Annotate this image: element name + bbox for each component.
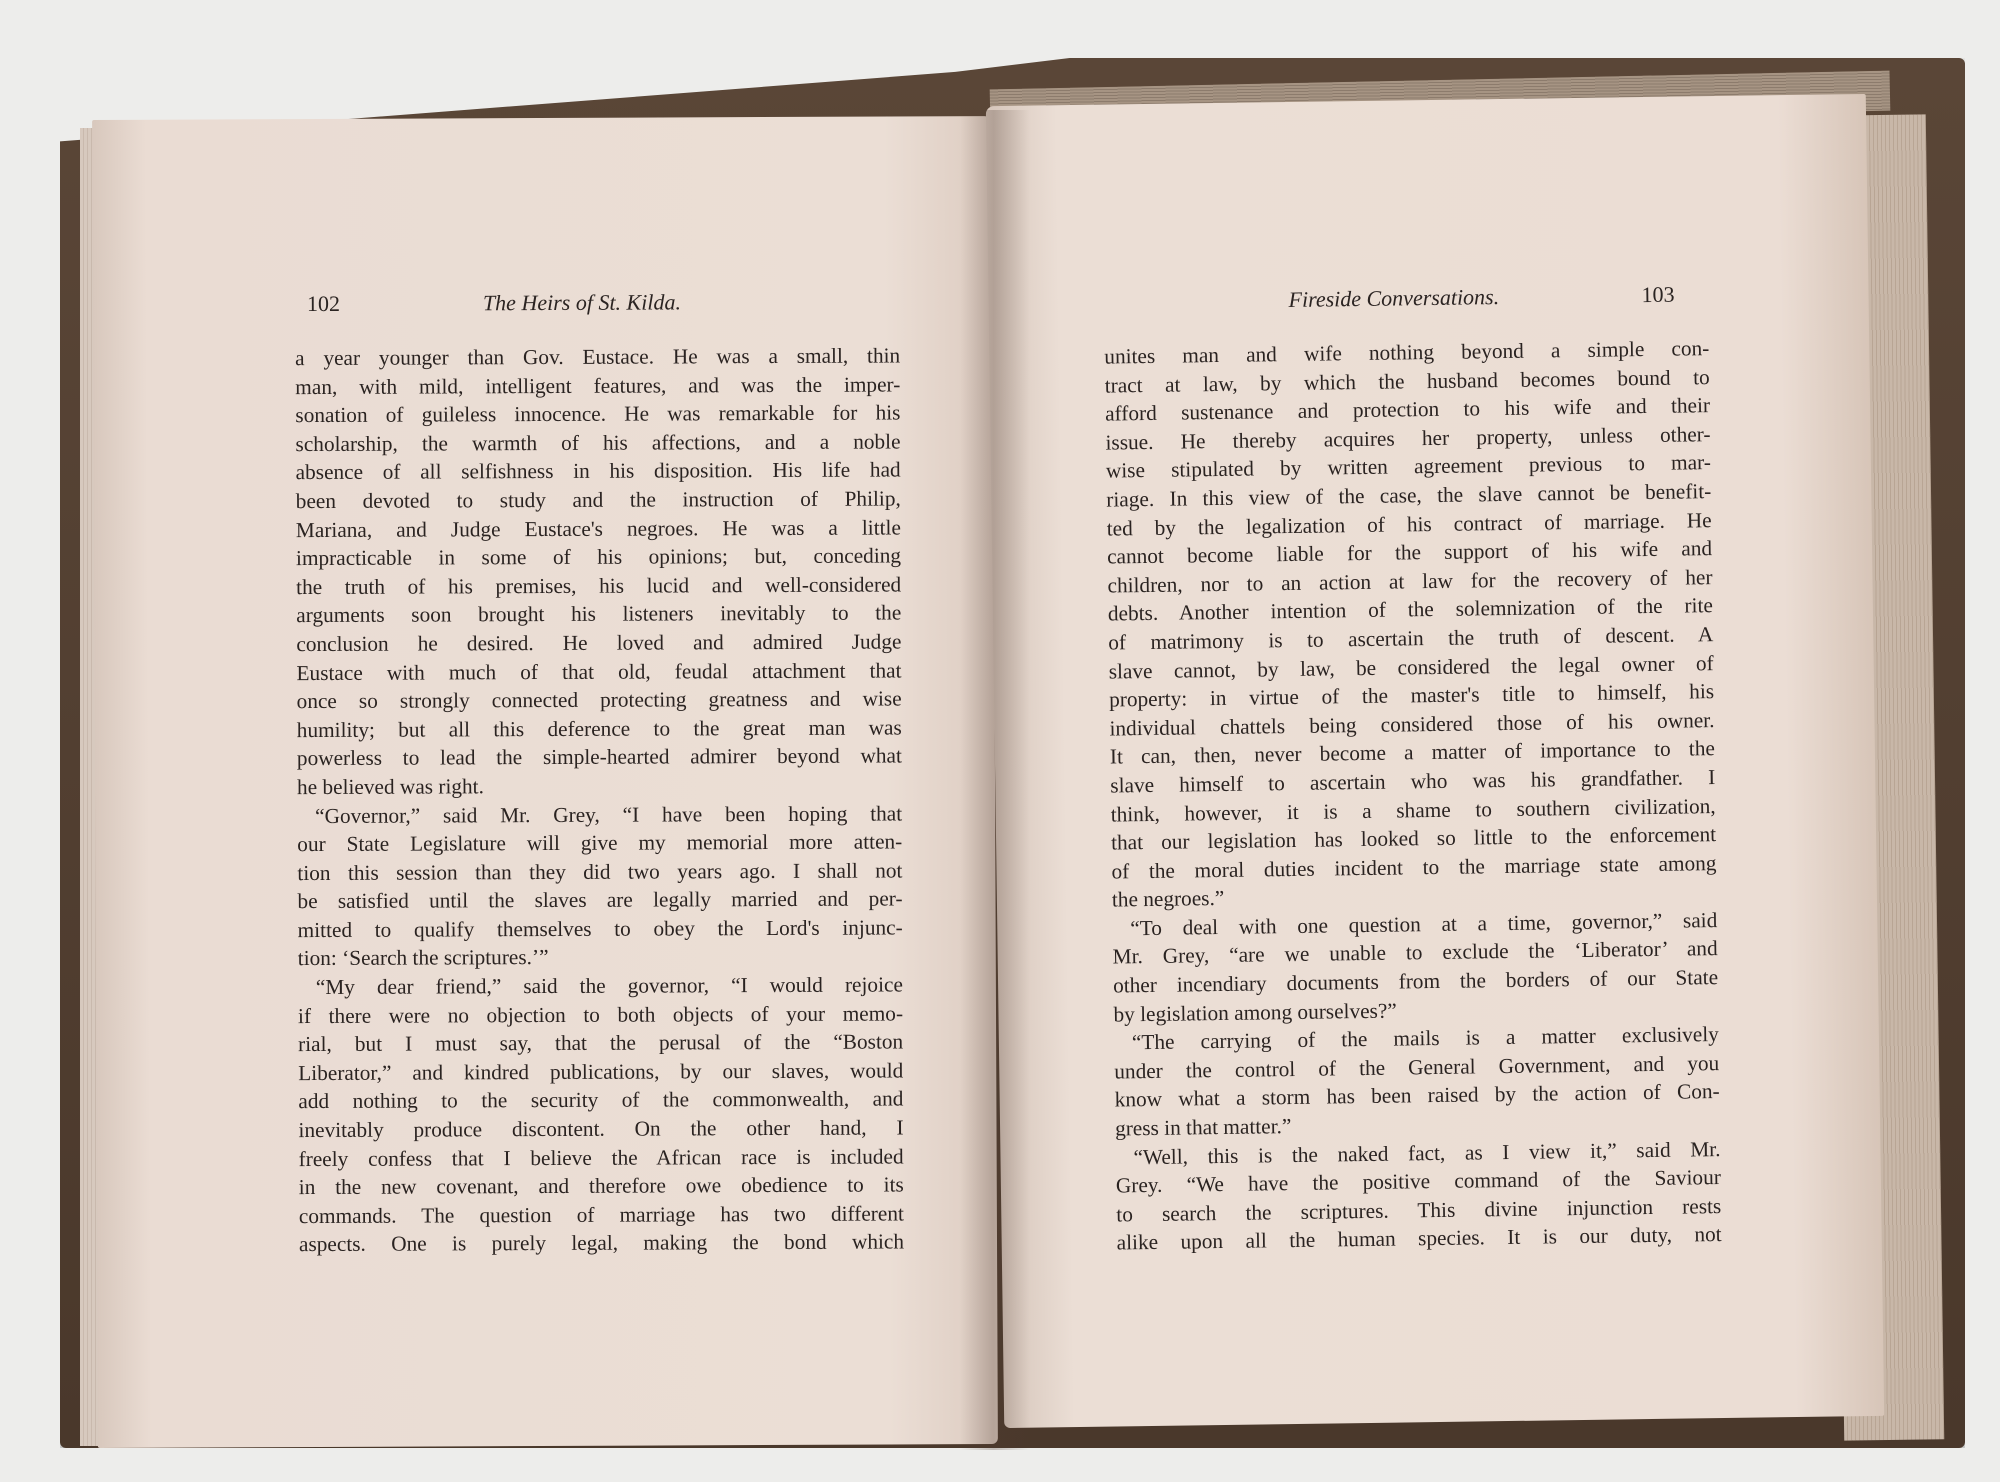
text-line: tract at law, by which the husband becomes bound to [1104,364,1710,398]
text-line: individual chattels being considered those of his owner. [1109,707,1715,741]
text-line: scholarship, the warmth of his affections, and a noble [295,429,901,456]
text-line: absence of all selfishness in his disposition. His life had [295,457,901,485]
right-body-text [1104,334,1722,1257]
text-line: “To deal with one question at a time, governor,” said [1130,907,1718,941]
page-number-left: 102 [306,290,340,317]
text-line: property: in virtue of the master's title to himself, his [1108,679,1715,712]
text-line: debts. Another intention of the solemnization of the rite [1107,593,1714,626]
text-line: our State Legislature will give my memorial more atten- [297,829,903,857]
text-line: conclusion he desired. He loved and admired Judge [296,629,902,657]
text-line: Mariana, and Judge Eustace's negroes. He was a little [295,515,901,542]
text-line: “My dear friend,” said the governor, “I would rejoice [315,972,903,1000]
text-line: of the moral duties incident to the marriage state among [1111,850,1717,884]
text-line: the negroes.” [1111,886,1225,912]
text-line: if there were no objection to both objects of your memo- [297,1001,904,1028]
text-line: to search the scriptures. This divine injunction rests [1116,1193,1722,1227]
text-line: other incendiary documents from the borders of our State [1112,965,1719,998]
book-gutter-shadow [960,110,1030,1450]
text-line: Eustace with much of that old, feudal attachment that [296,657,902,685]
text-line: Grey. “We have the positive command of the Saviour [1115,1165,1722,1198]
running-title-left: The Heirs of St. Kilda. [482,289,681,316]
text-line: It can, then, never become a matter of importance to the [1109,736,1716,769]
running-title-right: Fireside Conversations. [1288,284,1500,312]
text-line: add nothing to the security of the commonwealth, and [298,1086,904,1114]
text-line: be satisfied until the slaves are legally married and per- [297,886,903,914]
text-line: slave himself to ascertain who was his grandfather. I [1110,764,1716,798]
text-line: ted by the legalization of his contract of marriage. He [1106,507,1712,541]
left-running-head [93,288,993,317]
text-line: under the control of the General Government, and you [1114,1050,1720,1084]
page-number-right: 103 [1641,281,1675,308]
text-line: in the new covenant, and therefore owe obedience to its [298,1172,904,1200]
text-line: a year younger than Gov. Eustace. He was a small, thin [295,343,901,371]
text-line: freely confess that I believe the African race is included [298,1144,904,1171]
text-line: cannot become liable for the support of his wife and [1106,536,1713,569]
text-line: afford sustenance and protection to his wife and their [1104,393,1711,426]
text-line: alike upon all the human species. It is our duty, not [1116,1222,1722,1255]
left-page [92,116,998,1448]
text-line: humility; but all this deference to the great man was [296,715,902,742]
text-line: powerless to lead the simple-hearted admirer beyond what [296,743,902,771]
text-line: wise stipulated by written agreement previous to mar- [1105,450,1712,483]
text-line: by legislation among ourselves?” [1113,998,1397,1027]
text-line: issue. He thereby acquires her property, unless other- [1105,421,1711,455]
right-running-head [988,279,1868,312]
text-line: arguments soon brought his listeners inevitably to the [296,600,902,628]
text-line: the truth of his premises, his lucid and well-considered [296,572,902,599]
text-line: of matrimony is to ascertain the truth of descent. A [1108,622,1714,655]
text-line: slave cannot, by law, be considered the legal owner of [1108,650,1714,684]
text-line: tion this session than they did two years ago. I shall not [297,858,903,885]
text-line: sonation of guileless innocence. He was remarkable for his [295,400,901,428]
text-line: rial, but I must say, that the perusal of the “Boston [298,1029,904,1057]
text-line: tion: ‘Search the scriptures.’” [297,945,549,971]
text-line: that our legislation has looked so little to the enforcement [1110,822,1717,855]
text-line: been devoted to study and the instruction of Philip, [295,486,901,514]
text-line: aspects. One is purely legal, making the bond which [298,1229,905,1257]
text-line: once so strongly connected protecting greatness and wise [296,686,902,714]
text-line: gress in that matter.” [1114,1114,1292,1141]
text-line: Liberator,” and kindred publications, by our slaves, would [298,1058,904,1085]
text-line: Mr. Grey, “are we unable to exclude the ‘Liberator’ and [1112,936,1718,969]
text-line: impracticable in some of his opinions; but, conceding [295,543,902,571]
text-line: “The carrying of the mails is a matter exclusively [1131,1022,1720,1055]
text-line: children, nor to an action at law for the recovery of her [1107,564,1713,598]
text-line: “Governor,” said Mr. Grey, “I have been hoping that [315,800,903,828]
left-body-text [295,341,904,1259]
text-line: man, with mild, intelligent features, and was the imper- [295,372,901,399]
right-page [986,94,1884,1428]
text-line: know what a storm has been raised by the action of Con- [1114,1079,1720,1112]
text-line: inevitably produce discontent. On the other hand, I [298,1115,904,1143]
text-line: riage. In this view of the case, the slave cannot be benefit- [1106,479,1712,512]
text-line: mitted to qualify themselves to obey the Lord's injunc- [297,915,903,942]
text-line: commands. The question of marriage has two different [298,1201,904,1228]
text-line: “Well, this is the naked fact, as I view it,” said Mr. [1133,1136,1721,1169]
text-line: think, however, it is a shame to southern civilization, [1110,793,1716,827]
text-line: he believed was right. [296,774,484,799]
text-line: unites man and wife nothing beyond a simple con- [1104,336,1710,369]
